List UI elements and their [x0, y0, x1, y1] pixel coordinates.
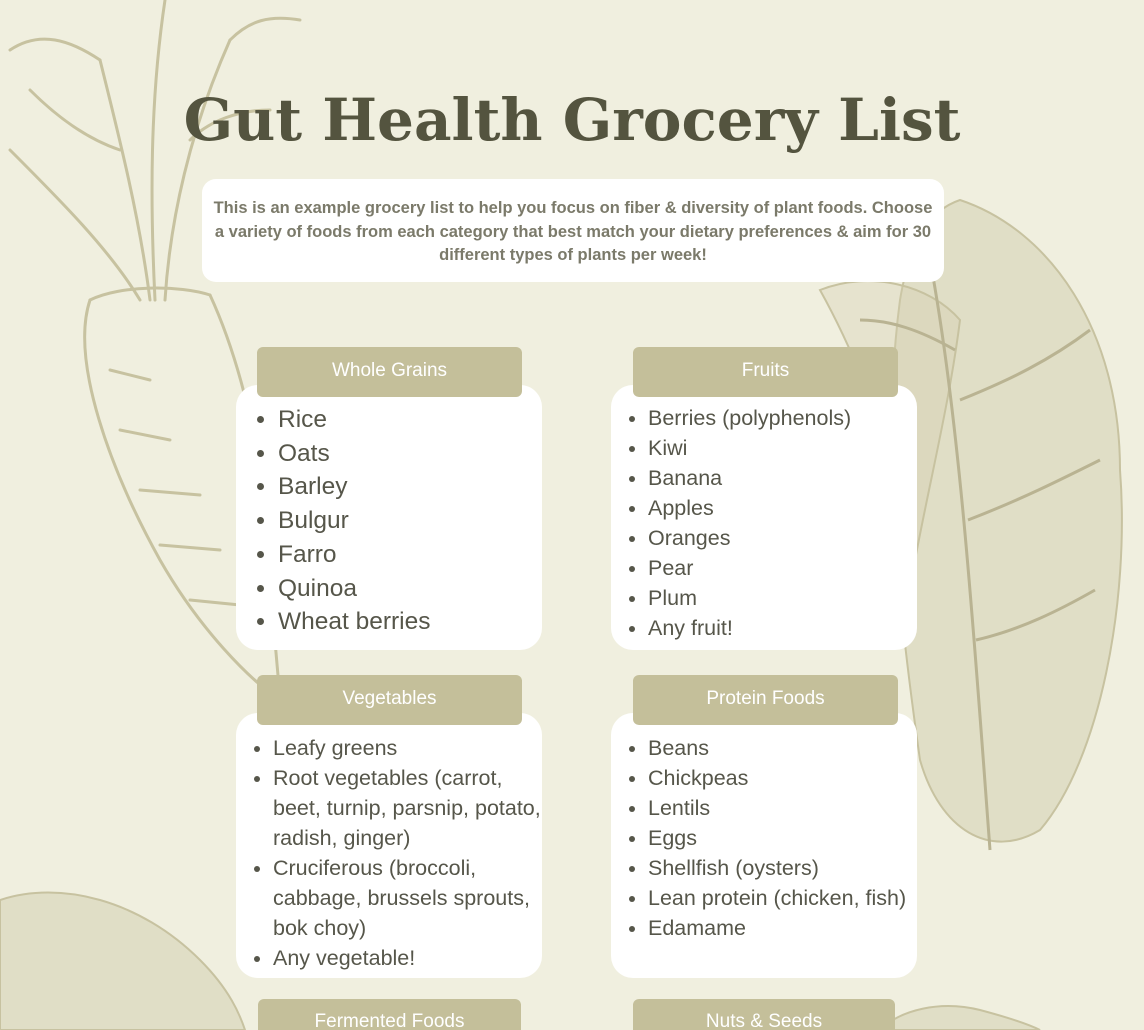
list-item: • Kiwi: [648, 433, 917, 463]
list-item: • Lentils: [648, 793, 917, 823]
protein-foods-card: [611, 713, 917, 978]
vegetables-list: [236, 733, 542, 973]
intro-text: This is an example grocery list to help you focus on fiber & diversity of plant foods. Choose a variety of foods from each category that best match your dietary preferences & aim for 30 different types of plants per week!: [202, 179, 944, 282]
list-item: • Any fruit!: [648, 613, 917, 643]
list-item: • Quinoa: [278, 572, 542, 606]
list-item: • Plum: [648, 583, 917, 613]
list-item: • Farro: [278, 538, 542, 572]
list-item: • Eggs: [648, 823, 917, 853]
page-title: Gut Health Grocery List: [183, 86, 961, 154]
list-item: • Bulgur: [278, 504, 542, 538]
whole-grains-header: [257, 347, 522, 397]
fruits-list: [611, 403, 917, 643]
whole-grains-list: [236, 403, 542, 639]
list-item: • Berries (polyphenols): [648, 403, 917, 433]
list-item: • Oats: [278, 437, 542, 471]
whole-grains-card: [236, 385, 542, 650]
fermented-foods-header: [258, 999, 521, 1030]
list-item: • Cruciferous (broccoli, cabbage, brussels sprouts, bok choy): [273, 853, 542, 943]
list-item: • Lean protein (chicken, fish): [648, 883, 917, 913]
list-item: • Root vegetables (carrot, beet, turnip, parsnip, potato, radish, ginger): [273, 763, 542, 853]
list-item: • Rice: [278, 403, 542, 437]
vegetables-header: [257, 675, 522, 725]
list-item: • Chickpeas: [648, 763, 917, 793]
fermented-foods-label: Fermented Foods: [314, 1011, 465, 1030]
list-item: • Wheat berries: [278, 605, 542, 639]
vegetables-label: Vegetables: [342, 688, 437, 709]
list-item: • Leafy greens: [273, 733, 542, 763]
protein-foods-label: Protein Foods: [706, 688, 825, 709]
fruits-card: [611, 385, 917, 650]
list-item: • Shellfish (oysters): [648, 853, 917, 883]
nuts-seeds-header: [633, 999, 895, 1030]
protein-foods-header: [633, 675, 898, 725]
fruits-label: Fruits: [741, 360, 790, 381]
list-item: • Edamame: [648, 913, 917, 943]
list-item: • Barley: [278, 470, 542, 504]
whole-grains-label: Whole Grains: [331, 360, 448, 381]
list-item: • Oranges: [648, 523, 917, 553]
list-item: • Apples: [648, 493, 917, 523]
list-item: • Beans: [648, 733, 917, 763]
protein-foods-list: [611, 733, 917, 943]
list-item: • Banana: [648, 463, 917, 493]
nuts-seeds-label: Nuts & Seeds: [705, 1011, 823, 1030]
list-item: • Pear: [648, 553, 917, 583]
fruits-header: [633, 347, 898, 397]
list-item: • Any vegetable!: [273, 943, 542, 973]
vegetables-card: [236, 713, 542, 978]
